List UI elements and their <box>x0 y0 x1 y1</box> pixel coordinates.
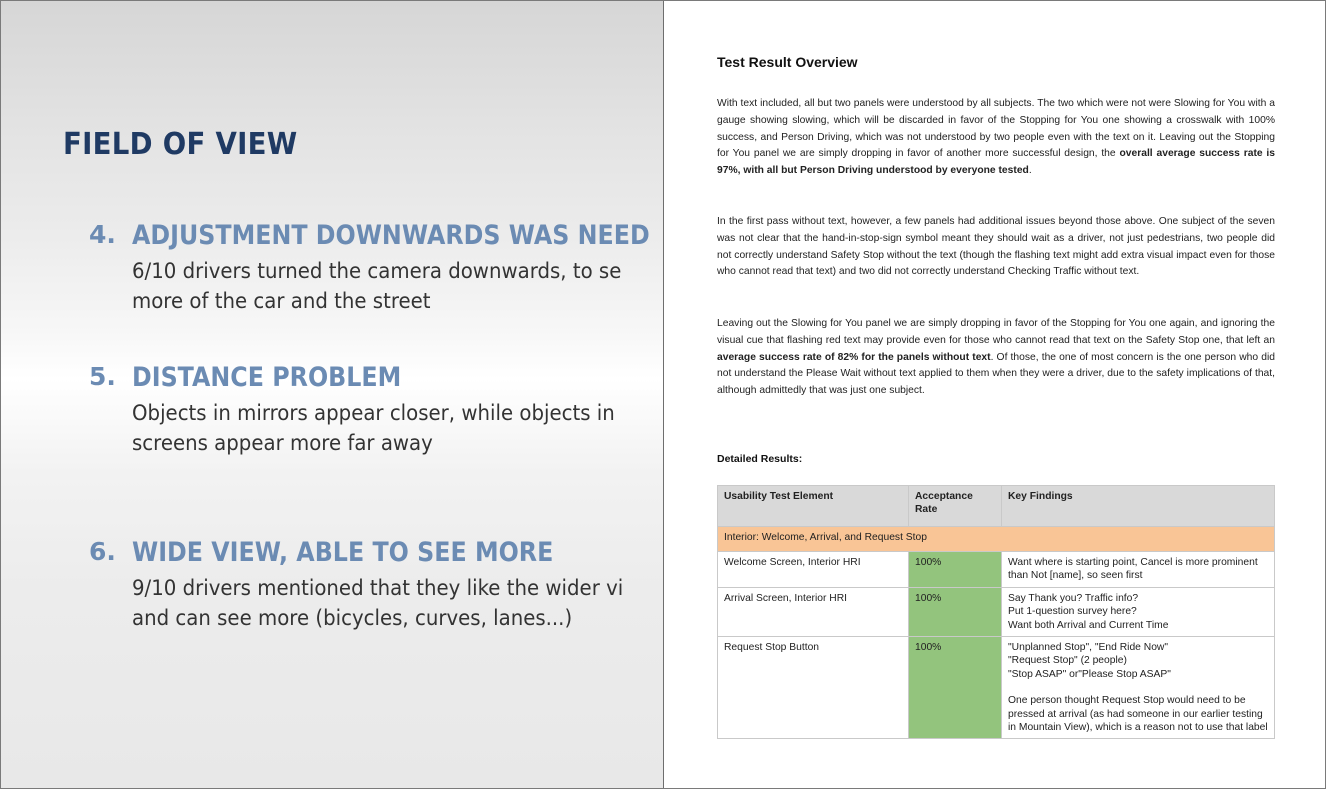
finding-line: Want both Arrival and Current Time <box>1008 619 1169 631</box>
paragraph-summary <box>717 316 1275 400</box>
slide-title: FIELD OF VIEW <box>63 127 298 162</box>
finding-line: "Unplanned Stop", "End Ride Now" <box>1008 642 1169 654</box>
table-section-label: Interior: Welcome, Arrival, and Request Stop <box>718 527 1275 552</box>
detailed-results-title: Detailed Results: <box>717 453 803 465</box>
finding-line: "Stop ASAP" or"Please Stop ASAP" <box>1008 668 1171 680</box>
table-cell-findings <box>1002 587 1275 636</box>
point-body <box>132 398 615 458</box>
point-heading: ADJUSTMENT DOWNWARDS WAS NEED <box>132 220 650 251</box>
paragraph-first-pass: In the first pass without text, however, a few panels had additional issues beyond those above. One subject of the seven was not clear that the hand-in-stop-sign symbol meant they should wait as a driver, not just pedestrians, two people did not correctly understand Safety Stop without the text (though the flashing text might add extra visual impact even for those who cannot read that text) and two did not correctly understand Checking Traffic without text. <box>717 216 1275 278</box>
paragraph-text: Leaving out the Slowing for You panel we are simply dropping in favor of the Stopping for You one again, and ignoring the visual cue that flashing red text may provide even for those who cannot read that text on the Safety Stop one, that left an <box>717 318 1275 346</box>
table-header: Key Findings <box>1002 486 1275 527</box>
table-cell-rate: 100% <box>909 552 1002 588</box>
point-heading: DISTANCE PROBLEM <box>132 362 402 393</box>
paragraph-text: . Of those, the one of most concern is the one person who did not understand the Please Wait without text applied to them when they were a driver, due to the safety implications of that, although admittedly that was just one subject. <box>717 351 1275 397</box>
table-cell-rate: 100% <box>909 637 1002 739</box>
paragraph-bold-text: overall average success rate is 97%, with all but Person Driving understood by everyone tested <box>717 148 1276 177</box>
point-body <box>132 573 623 633</box>
table-cell-element: Arrival Screen, Interior HRI <box>718 587 909 636</box>
finding-line: Say Thank you? Traffic info? <box>1008 592 1139 604</box>
table-header: Acceptance Rate <box>909 486 1002 527</box>
point-number: 5. <box>89 362 116 391</box>
paragraph-text: With text included, all but two panels were understood by all subjects. The two which were not were Slowing for You with a gauge showing slowing, which will be discarded in favor of the Stopping for You one showing a crosswalk with 100% success, and Person Driving, which was not understood by two people even with the text on it. Leaving out the Stopping for You panel we are simply dropping in favor of another more successful design, the <box>717 98 1275 160</box>
table-cell-findings <box>1002 637 1275 739</box>
table-section-row <box>718 527 1275 552</box>
paragraph-overview <box>717 96 1275 180</box>
table-cell-element: Welcome Screen, Interior HRI <box>718 552 909 588</box>
table-cell-findings <box>1002 552 1275 588</box>
paragraph-text: . <box>1028 165 1032 177</box>
finding-line: Put 1-question survey here? <box>1008 606 1137 618</box>
paragraph-bold-text: average success rate of 82% for the panels without text <box>717 351 991 363</box>
table-cell-element: Request Stop Button <box>718 637 909 739</box>
point-body <box>132 256 621 316</box>
point-number: 6. <box>89 537 116 566</box>
point-body-line: Objects in mirrors appear closer, while objects in <box>132 401 615 425</box>
table-row <box>718 637 1275 739</box>
table-row <box>718 552 1275 588</box>
point-body-line: more of the car and the street <box>132 289 431 313</box>
presentation-slide <box>1 1 663 788</box>
document-title: Test Result Overview <box>717 54 858 70</box>
point-body-line: screens appear more far away <box>132 431 433 455</box>
table-cell-rate: 100% <box>909 587 1002 636</box>
point-body-line: 6/10 drivers turned the camera downwards, to se <box>132 259 622 283</box>
finding-line: One person thought Request Stop would need to be pressed at arrival (as had someone in our earlier testing in Mountain View), which is a reason not to use that label <box>1008 695 1268 734</box>
point-number: 4. <box>89 220 116 249</box>
table-header: Usability Test Element <box>718 486 909 527</box>
table-header-row <box>718 486 1275 527</box>
finding-line: "Request Stop" (2 people) <box>1008 655 1127 667</box>
point-body-line: 9/10 drivers mentioned that they like the wider vi <box>132 576 624 600</box>
document-page <box>664 1 1325 788</box>
table-row <box>718 587 1275 636</box>
point-heading: WIDE VIEW, ABLE TO SEE MORE <box>132 537 554 568</box>
results-table <box>717 485 1275 739</box>
point-body-line: and can see more (bicycles, curves, lanes...) <box>132 606 573 630</box>
finding-line: Want where is starting point, Cancel is more prominent than Not [name], so seen first <box>1008 557 1258 582</box>
